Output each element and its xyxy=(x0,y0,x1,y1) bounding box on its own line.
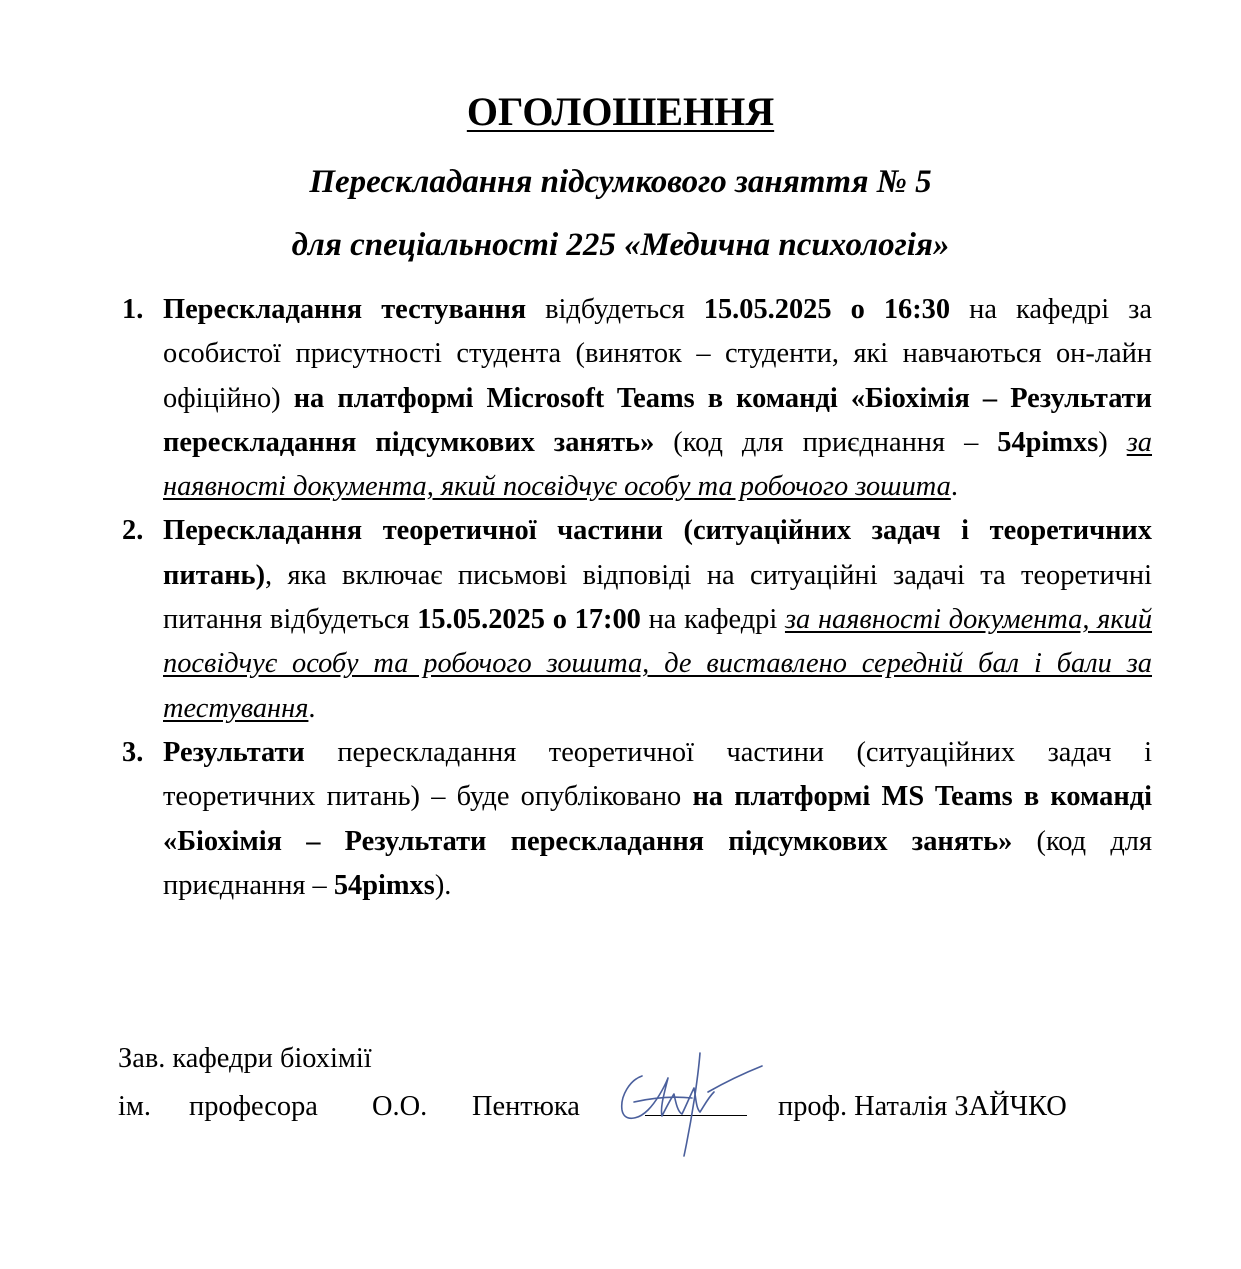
text-run: 54pimxs xyxy=(333,869,435,901)
text-run: 15.05.2025 о 16:30 xyxy=(703,294,951,325)
text-run: . xyxy=(950,471,958,503)
text-run: Перескладання тестування xyxy=(163,294,527,325)
signatory-word: професора xyxy=(189,1091,318,1122)
text-run: Результати xyxy=(163,736,305,768)
list-item-number: 3. xyxy=(122,736,144,768)
list-item-number: 1. xyxy=(122,294,144,325)
signatory-word: О.О. xyxy=(372,1091,428,1122)
list-item-3 xyxy=(122,731,1152,908)
text-run: на платформі Microsoft Teams в команді «Біохімія – Результати перескладання підсумкових занять» xyxy=(163,382,1152,458)
signatory-word: Пентюка xyxy=(472,1091,580,1122)
handwritten-signature xyxy=(612,1048,772,1163)
list-item-1 xyxy=(122,288,1152,509)
signatory-name: проф. Наталія ЗАЙЧКО xyxy=(778,1091,1067,1122)
text-run: Перескладання теоретичної частини (ситуаційних задач і теоретичних питань) xyxy=(163,515,1152,591)
text-run: (код для приєднання – xyxy=(654,426,998,458)
signatory-position-line1: Зав. кафедри біохімії xyxy=(118,1043,372,1074)
signatory-word: ім. xyxy=(118,1091,151,1122)
announcement-list xyxy=(122,288,1152,908)
text-run: ). xyxy=(434,869,452,901)
text-run: на кафедрі xyxy=(640,604,785,636)
text-run: за наявності документа, який посвідчує особу та робочого зошита xyxy=(163,426,1152,503)
text-run: . xyxy=(308,692,316,724)
text-run: за наявності документа, який посвідчує особу та робочого зошита, де виставлено середній бал і бали за тестування xyxy=(163,604,1153,724)
text-run: на платформі MS Teams в команді «Біохімія – Результати перескладання підсумкових занять» xyxy=(163,781,1152,857)
list-item-number: 2. xyxy=(122,515,144,547)
text-run: (код для приєднання – xyxy=(163,825,1152,901)
text-run: перескладання теоретичної частини (ситуаційних задач і теоретичних питань) – буде опубліковано xyxy=(163,736,1152,813)
list-item-2 xyxy=(122,509,1152,730)
text-run: , яка включає письмові відповіді на ситуаційні задачі та теоретичні питання відбудеться xyxy=(163,559,1152,636)
list-item-text xyxy=(163,731,1152,908)
announcement-subtitle-line2: для спеціальності 225 «Медична психологія» xyxy=(291,227,950,263)
text-run: 15.05.2025 о 17:00 xyxy=(417,604,641,636)
text-run: 54pimxs xyxy=(997,426,1099,458)
text-run: на кафедрі за особистої присутності студента (виняток – студенти, які навчаються он-лайн офіційно) xyxy=(163,294,1152,414)
announcement-subtitle-line1: Перескладання підсумкового заняття № 5 xyxy=(309,164,932,200)
list-item-text xyxy=(163,509,1152,730)
list-item-text xyxy=(163,288,1152,509)
text-run: відбудеться xyxy=(526,294,704,325)
text-run: ) xyxy=(1098,426,1127,458)
announcement-title: ОГОЛОШЕННЯ xyxy=(466,89,775,134)
